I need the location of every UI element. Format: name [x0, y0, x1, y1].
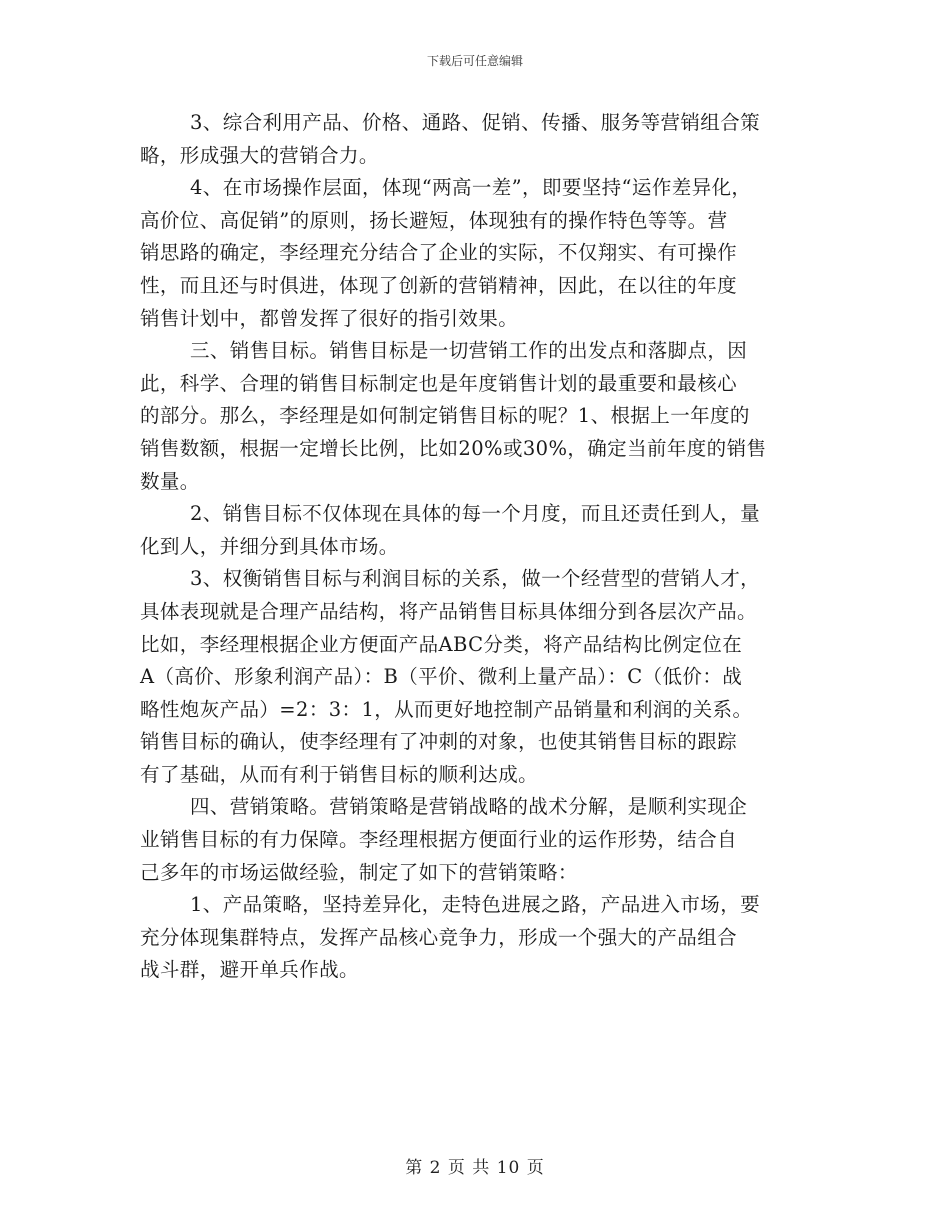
- text-line: 四、营销策略。营销策略是营销战略的战术分解，是顺利实现企: [190, 795, 748, 819]
- text-line: 销思路的确定，李经理充分结合了企业的实际，不仅翔实、有可操作: [140, 241, 738, 265]
- text-line: 数量。: [140, 469, 200, 493]
- text-line: 高价位、高促销”的原则，扬长避短，体现独有的操作特色等等。营: [140, 208, 728, 232]
- text-line: 2、销售目标不仅体现在具体的每一个月度，而且还责任到人，量: [190, 502, 761, 526]
- text-line: 性，而且还与时俱进，体现了创新的营销精神，因此，在以往的年度: [140, 273, 738, 297]
- page-footer: 第 2 页 共 10 页: [405, 1158, 545, 1178]
- text-line: 充分体现集群特点，发挥产品核心竞争力，形成一个强大的产品组合: [140, 925, 738, 949]
- text-line: 3、权衡销售目标与利润目标的关系，做一个经营型的营销人才，: [190, 567, 761, 591]
- text-line: 具体表现就是合理产品结构，将产品销售目标具体细分到各层次产品。: [140, 599, 757, 623]
- text-line: 销售数额，根据一定增长比例，比如20%或30%，确定当前年度的销售: [140, 436, 767, 460]
- page-header: 下载后可任意编辑: [426, 54, 523, 68]
- text-line: 有了基础，从而有利于销售目标的顺利达成。: [140, 762, 539, 786]
- text-line: 此，科学、合理的销售目标制定也是年度销售计划的最重要和最核心: [140, 371, 738, 395]
- document-body: [140, 107, 820, 987]
- text-line: 略，形成强大的营销合力。: [140, 143, 379, 167]
- text-line: 战斗群，避开单兵作战。: [140, 958, 359, 982]
- text-line: 三、销售目标。销售目标是一切营销工作的出发点和落脚点，因: [190, 339, 748, 363]
- text-line: A（高价、形象利润产品）：B（平价、微利上量产品）：C（低价：战: [140, 665, 743, 689]
- text-line: 销售计划中，都曾发挥了很好的指引效果。: [140, 306, 519, 330]
- text-line: 4、在市场操作层面，体现“两高一差”，即要坚持“运作差异化，: [190, 176, 752, 200]
- text-line: 业销售目标的有力保障。李经理根据方便面行业的运作形势，结合自: [140, 828, 738, 852]
- text-line: 3、综合利用产品、价格、通路、促销、传播、服务等营销组合策: [190, 111, 761, 134]
- text-line: 比如，李经理根据企业方便面产品ABC分类，将产品结构比例定位在: [140, 632, 743, 656]
- text-line: 1、产品策略，坚持差异化，走特色进展之路，产品进入市场，要: [190, 893, 761, 917]
- text-line: 化到人，并细分到具体市场。: [140, 534, 399, 558]
- text-line: 己多年的市场运做经验，制定了如下的营销策略：: [140, 860, 578, 884]
- text-line: 略性炮灰产品）=2：3：1，从而更好地控制产品销量和利润的关系。: [140, 697, 753, 721]
- text-line: 的部分。那么，李经理是如何制定销售目标的呢？1、根据上一年度的: [140, 404, 750, 428]
- text-line: 销售目标的确认，使李经理有了冲刺的对象，也使其销售目标的跟踪: [140, 730, 738, 754]
